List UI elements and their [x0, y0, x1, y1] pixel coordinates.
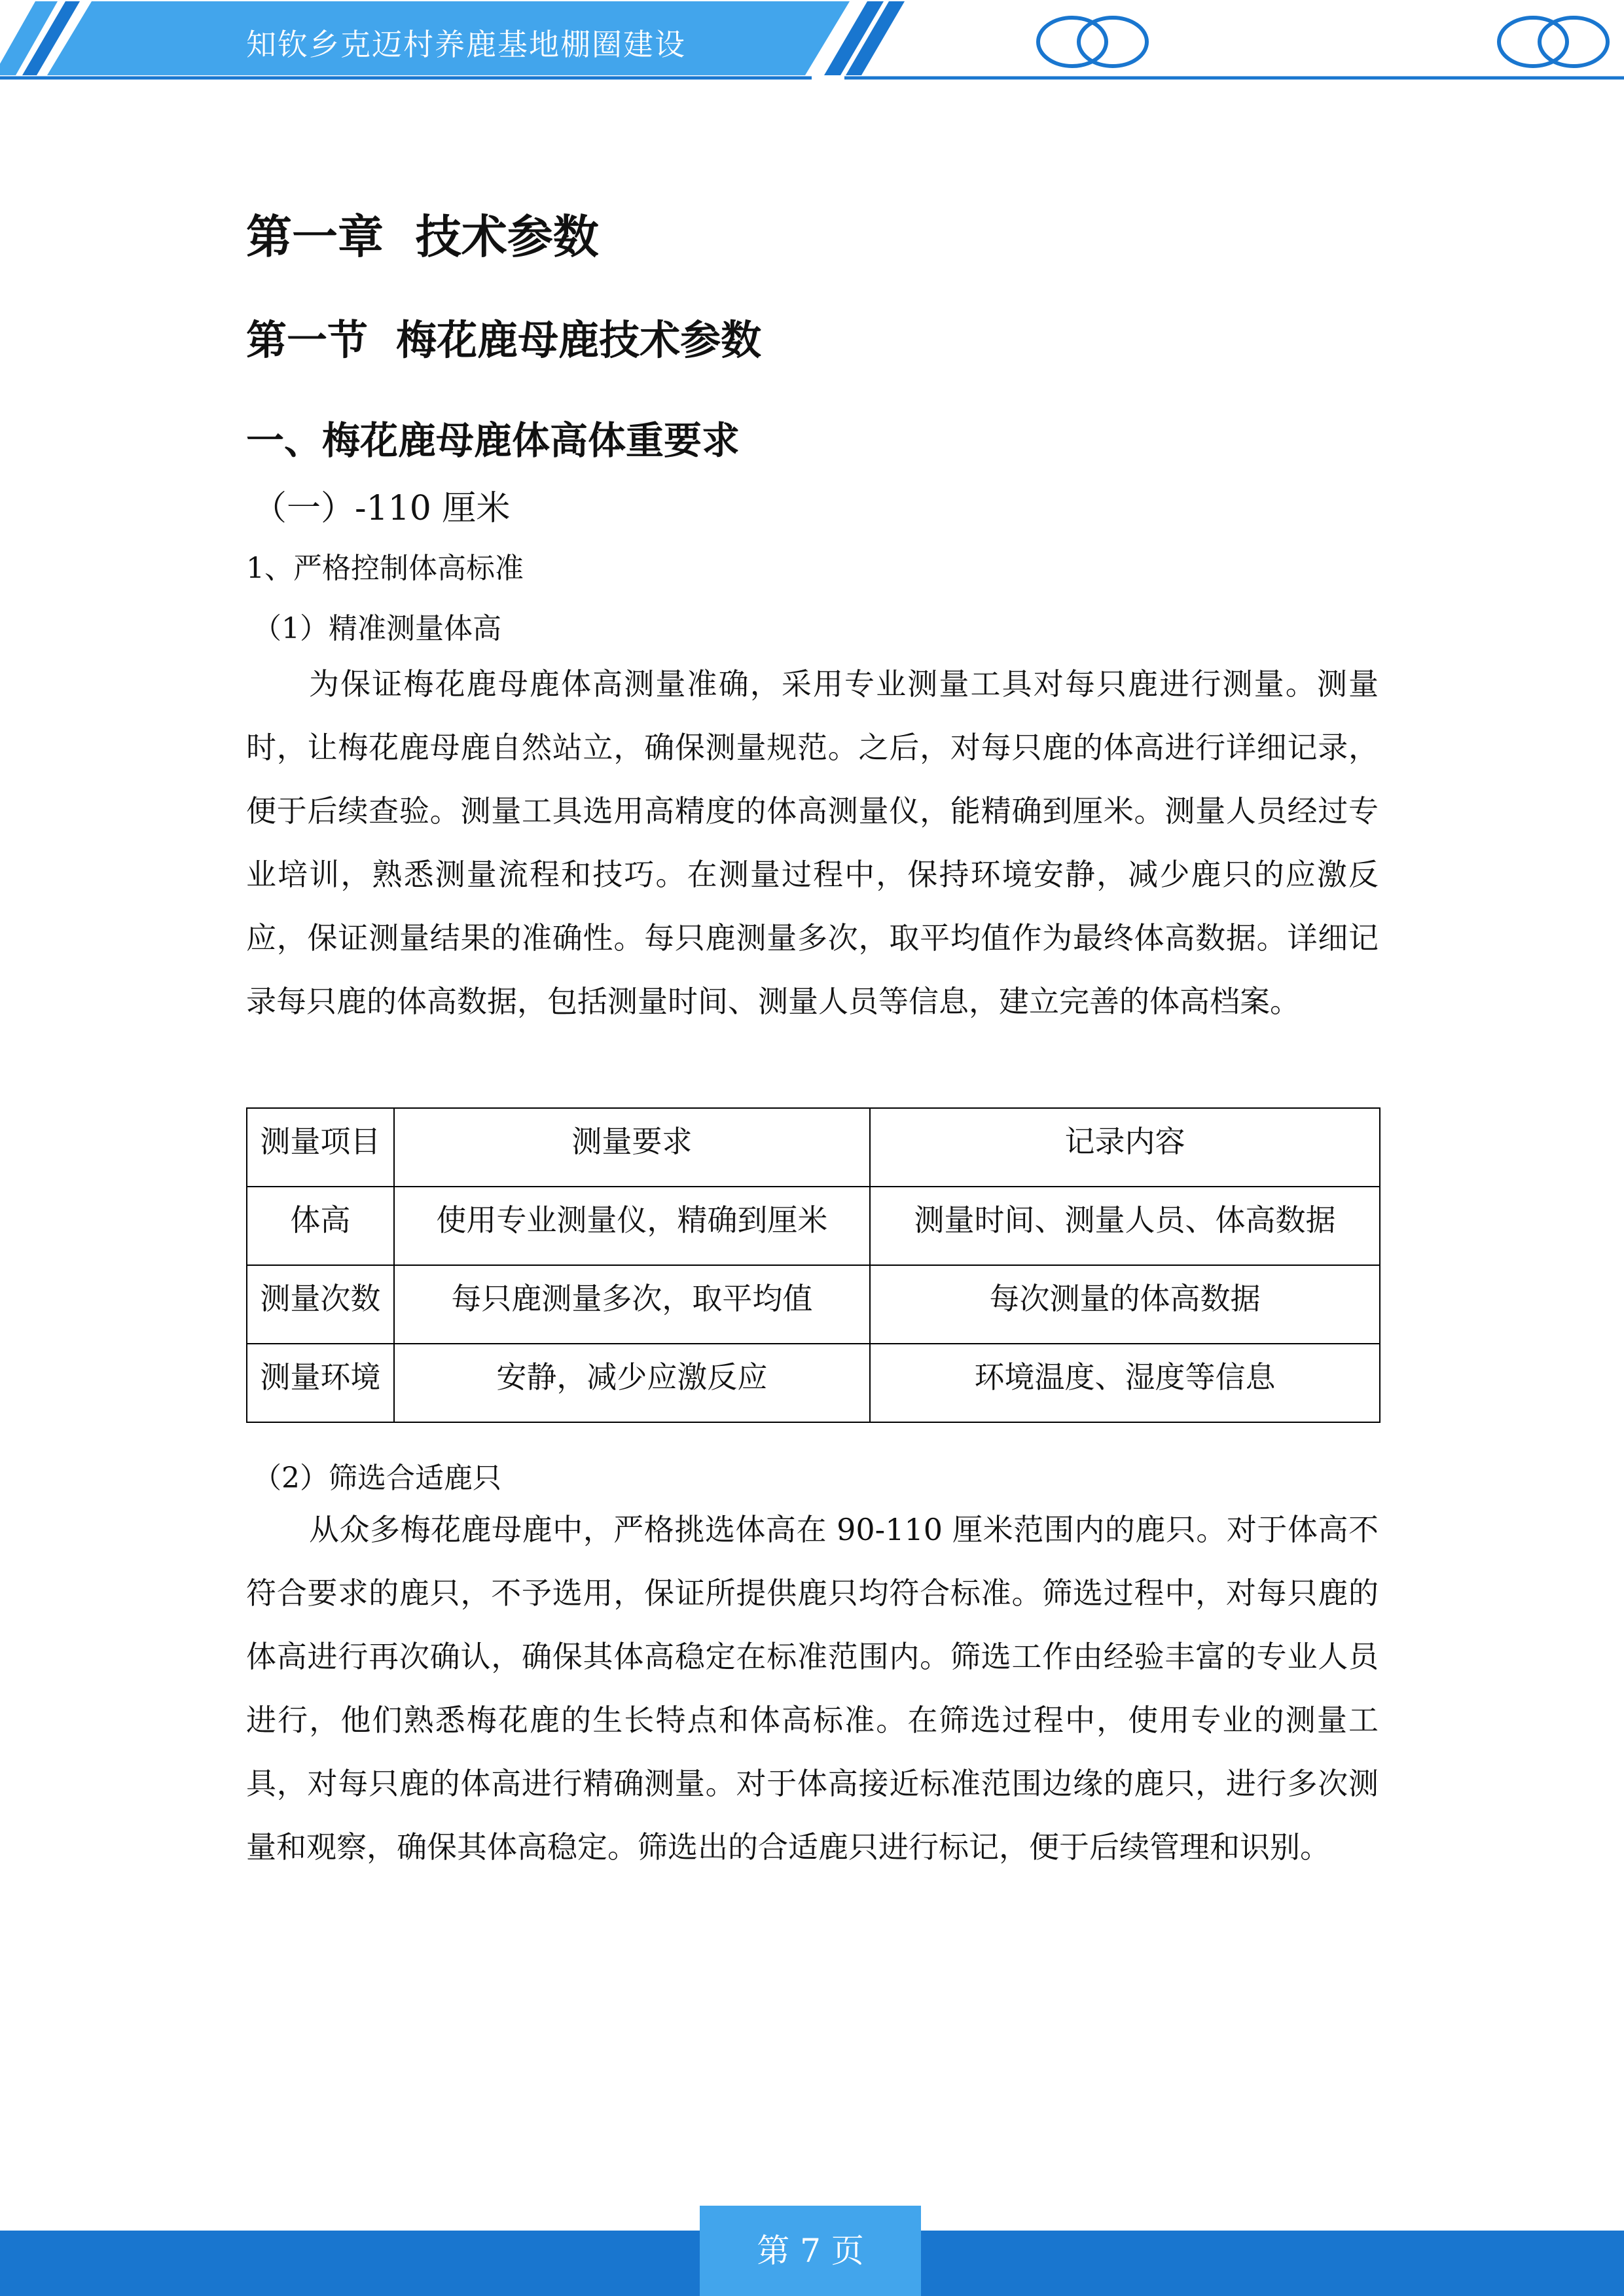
- table-row: [247, 1344, 1380, 1422]
- table-header-cell: 测量要求: [394, 1108, 870, 1187]
- table-cell: 体高: [247, 1187, 394, 1265]
- table-cell: 使用专业测量仪，精确到厘米: [394, 1187, 870, 1265]
- table-cell: 测量环境: [247, 1344, 394, 1422]
- table-header-cell: 测量项目: [247, 1108, 394, 1187]
- table-cell: 测量时间、测量人员、体高数据: [870, 1187, 1380, 1265]
- table-row: [247, 1187, 1380, 1265]
- section-title: 第一节 梅花鹿母鹿技术参数: [246, 316, 762, 364]
- chapter-title: 第一章 技术参数: [246, 210, 599, 264]
- header-title: 知钦乡克迈村养鹿基地棚圈建设: [246, 27, 686, 62]
- table-cell: 每只鹿测量多次，取平均值: [394, 1265, 870, 1344]
- point1-title: （1）精准测量体高: [253, 612, 501, 645]
- subsection-title: 一、梅花鹿母鹿体高体重要求: [246, 418, 740, 463]
- point2-paragraph: 从众多梅花鹿母鹿中，严格挑选体高在 90-110 厘米范围内的鹿只。对于体高不符合要求的鹿只，不予选用，保证所提供鹿只均符合标准。筛选过程中，对每只鹿的体高进行再次确认，确保其体高稳定在标准范围内。筛选工作由经验丰富的专业人员进行，他们熟悉梅花鹿的生长特点和体高标准。在筛选过程中，使用专业的测量工具，对每只鹿的体高进行精确测量。对于体高接近标准范围边缘的鹿只，进行多次测量和观察，确保其体高稳定。筛选出的合适鹿只进行标记，便于后续管理和识别。: [246, 1512, 1379, 1865]
- rings-logo-left: [1038, 18, 1147, 66]
- table-header-cell: 记录内容: [870, 1108, 1380, 1187]
- measurement-table: [246, 1107, 1380, 1423]
- table-row: [247, 1265, 1380, 1344]
- page-number: 第 7 页: [700, 2206, 921, 2296]
- rings-logo-right: [1499, 18, 1608, 66]
- table-cell: 测量次数: [247, 1265, 394, 1344]
- header-banner: [0, 0, 1624, 85]
- subitem-title: 1、严格控制体高标准: [246, 552, 524, 585]
- table-cell: 每次测量的体高数据: [870, 1265, 1380, 1344]
- table-header-row: [247, 1108, 1380, 1187]
- item-title: （一）-110 厘米: [253, 489, 511, 528]
- table-cell: 环境温度、湿度等信息: [870, 1344, 1380, 1422]
- table-cell: 安静，减少应激反应: [394, 1344, 870, 1422]
- point2-title: （2）筛选合适鹿只: [253, 1462, 501, 1495]
- point1-paragraph: 为保证梅花鹿母鹿体高测量准确，采用专业测量工具对每只鹿进行测量。测量时，让梅花鹿母鹿自然站立，确保测量规范。之后，对每只鹿的体高进行详细记录，便于后续查验。测量工具选用高精度的体高测量仪，能精确到厘米。测量人员经过专业培训，熟悉测量流程和技巧。在测量过程中，保持环境安静，减少鹿只的应激反应，保证测量结果的准确性。每只鹿测量多次，取平均值作为最终体高数据。详细记录每只鹿的体高数据，包括测量时间、测量人员等信息，建立完善的体高档案。: [246, 666, 1379, 1019]
